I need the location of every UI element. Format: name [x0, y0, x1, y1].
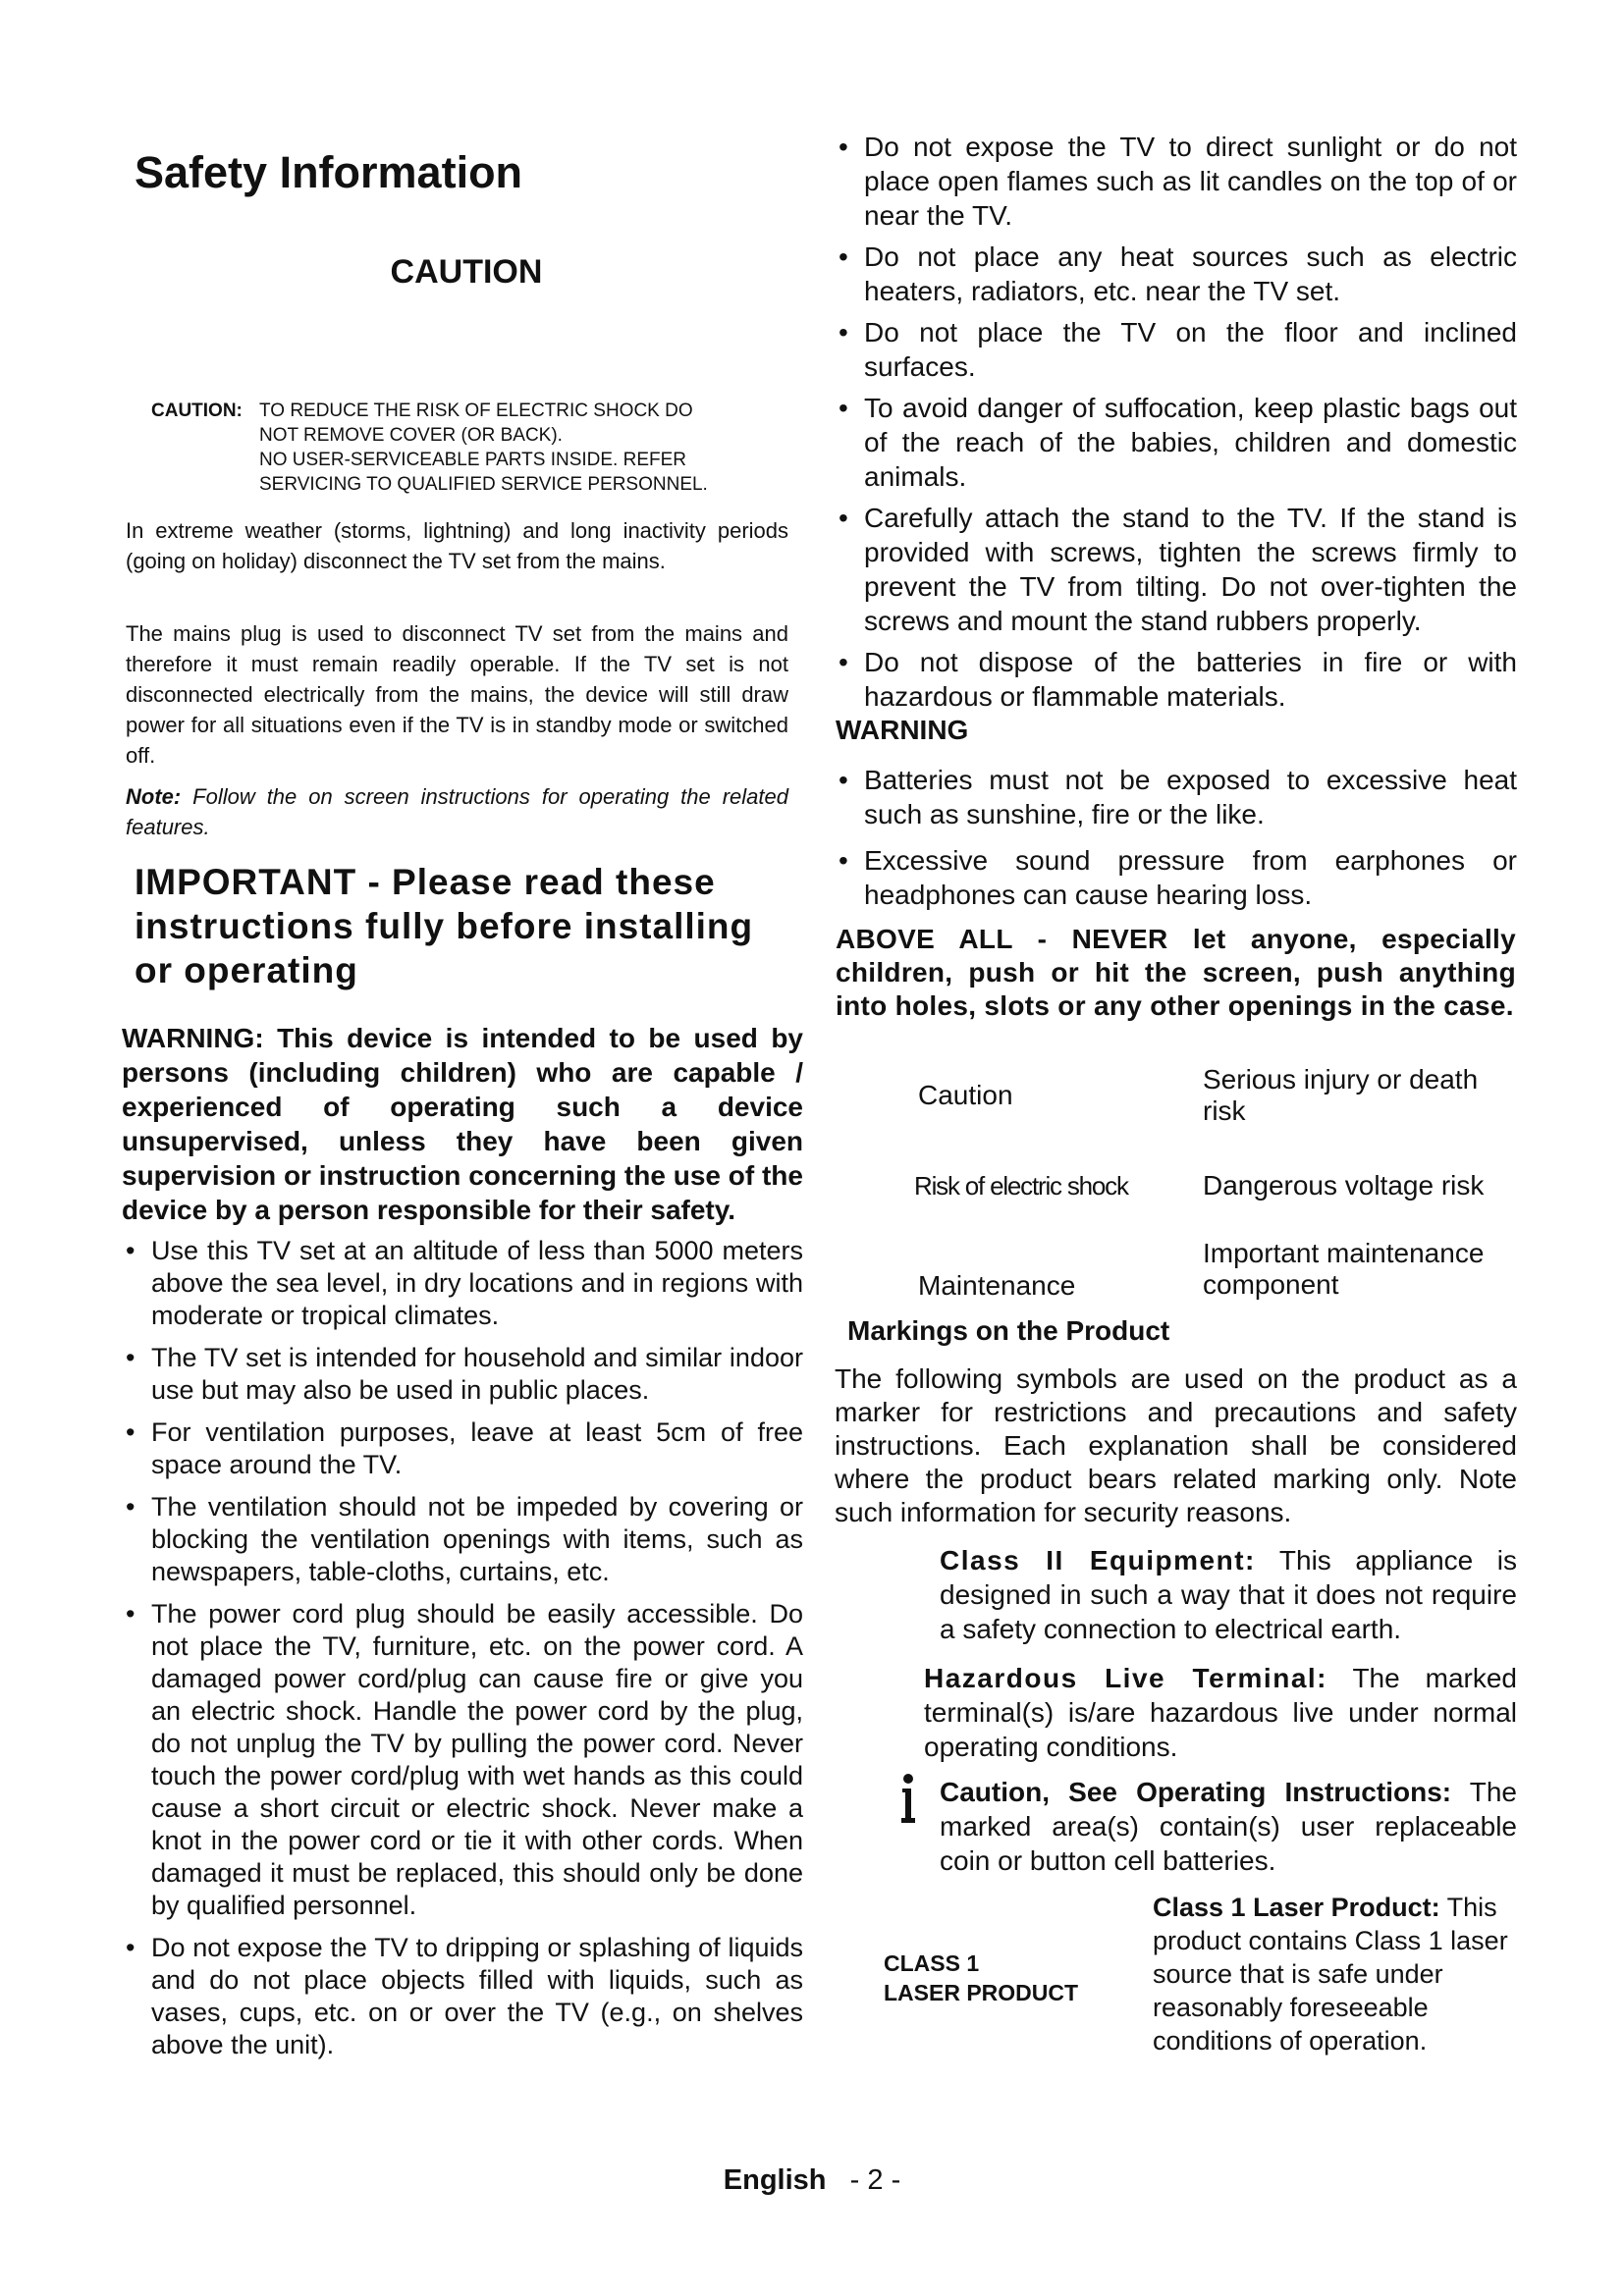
list-item: • For ventilation purposes, leave at least 5cm of free space around the TV.: [126, 1417, 803, 1479]
laser-label: [884, 1949, 1078, 2007]
laser-label-line: LASER PRODUCT: [884, 1980, 1079, 2005]
list-item: • Excessive sound pressure from earphones or headphones can cause hearing loss.: [839, 845, 1517, 910]
above-all-warning: ABOVE ALL - NEVER let anyone, especially children, push or hit the screen, push anything into holes, slots or any other openings in the case.: [836, 924, 1516, 1021]
caution-see-entry: [940, 1775, 1517, 1878]
list-item: • Do not place the TV on the floor and inclined surfaces.: [839, 317, 1517, 382]
list-item: • Do not place any heat sources such as electric heaters, radiators, etc. near the TV set.: [839, 241, 1517, 306]
class2-entry: [940, 1543, 1517, 1646]
list-item: • The TV set is intended for household and similar indoor use but may also be used in public places.: [126, 1343, 803, 1405]
caution-line: TO REDUCE THE RISK OF ELECTRIC SHOCK DO: [259, 400, 693, 421]
info-icon: [901, 1773, 915, 1824]
list-item: • The ventilation should not be impeded by covering or blocking the ventilation openings with items, such as newspapers, table-cloths, curtains, etc.: [126, 1492, 803, 1586]
laser-text: This product contains Class 1 laser source that is safe under reasonably foreseeable conditions of operation.: [1153, 1893, 1508, 2056]
warning-heading: WARNING: [836, 715, 969, 745]
symbol-name: Caution: [918, 1080, 1013, 1110]
warning-bullet-list: [833, 763, 1517, 919]
note-text: Follow the on screen instructions for operating the related features.: [126, 784, 788, 839]
caution-see-text: The marked area(s) contain(s) user replaceable coin or button cell batteries.: [940, 1777, 1517, 1876]
warning-intro: WARNING: This device is intended to be used by persons (including children) who are capable / experienced of operating such a device unsupervised, unless they have been given supervision or instruction concerning the use of the device by a person responsible for their safety.: [122, 1023, 803, 1225]
class2-title: Class II Equipment:: [940, 1545, 1256, 1575]
markings-intro: The following symbols are used on the product as a marker for restrictions and precautions and safety instructions. Each explanation shall be considered where the product bears related marking only. Note such information for security reasons.: [835, 1363, 1517, 1527]
caution-line: NO USER-SERVICEABLE PARTS INSIDE. REFER: [259, 450, 686, 470]
symbol-name: Risk of electric shock: [914, 1170, 1128, 1201]
list-item: • Use this TV set at an altitude of less than 5000 meters above the sea level, in dry locations and in regions with moderate or tropical climates.: [126, 1236, 803, 1330]
symbol-meaning: Serious injury or death risk: [1203, 1064, 1479, 1126]
laser-entry: [1153, 1891, 1516, 2057]
table-row: [889, 1147, 1517, 1225]
caution-line: NOT REMOVE COVER (OR BACK).: [259, 425, 563, 446]
right-bullet-list: [833, 130, 1517, 721]
table-row: [889, 1225, 1517, 1313]
page-footer: [0, 2164, 1624, 2197]
page-number: - 2 -: [849, 2164, 901, 2196]
left-bullet-list: [120, 1235, 803, 2071]
page-title: Safety Information: [135, 147, 523, 197]
caution-notice: [151, 399, 780, 497]
symbol-meaning: Important maintenance component: [1203, 1238, 1485, 1300]
laser-title: Class 1 Laser Product:: [1153, 1893, 1440, 1922]
symbols-table: [889, 1044, 1517, 1313]
note-label: Note:: [126, 784, 182, 809]
class2-text: This appliance is designed in such a way that it does not require a safety connection to electrical earth.: [940, 1545, 1517, 1644]
laser-label-line: CLASS 1: [884, 1950, 980, 1976]
list-item: • Do not expose the TV to direct sunlight or do not place open flames such as lit candles on the top of or near the TV.: [839, 132, 1517, 231]
caution-see-title: Caution, See Operating Instructions:: [940, 1777, 1452, 1807]
caution-heading: CAUTION: [390, 253, 543, 291]
list-item: • The power cord plug should be easily accessible. Do not place the TV, furniture, etc. on the power cord. A damaged power cord/plug can cause fire or give you an electric shock. Handle the power cord by the plug, do not unplug the TV by pulling the power cord. Never touch the power cord/plug with wet hands as this could cause a short circuit or electric shock. Never make a knot in the power cord or tie it with other cords. When damaged it must be replaced, this should only be done by qualified personnel.: [126, 1599, 803, 1920]
hazardous-text: The marked terminal(s) is/are hazardous live under normal operating conditions.: [924, 1663, 1517, 1762]
hazardous-entry: [924, 1661, 1517, 1764]
note-paragraph: [126, 781, 788, 842]
weather-paragraph: In extreme weather (storms, lightning) and long inactivity periods (going on holiday) disconnect the TV set from the mains.: [126, 518, 788, 573]
list-item: • Batteries must not be exposed to excessive heat such as sunshine, fire or the like.: [839, 765, 1517, 829]
mains-paragraph: The mains plug is used to disconnect TV set from the mains and therefore it must remain readily operable. If the TV set is not disconnected electrically from the mains, the device will still draw power for all situations even if the TV is in standby mode or switched off.: [126, 621, 788, 768]
footer-language: English: [723, 2164, 827, 2196]
hazardous-title: Hazardous Live Terminal:: [924, 1663, 1327, 1693]
markings-heading: Markings on the Product: [847, 1315, 1170, 1346]
symbol-name: Maintenance: [918, 1270, 1076, 1301]
list-item: • Do not dispose of the batteries in fire or with hazardous or flammable materials.: [839, 647, 1517, 712]
important-heading: IMPORTANT - Please read these instructions fully before installing or operating: [135, 862, 754, 990]
caution-line: SERVICING TO QUALIFIED SERVICE PERSONNEL.: [259, 474, 708, 495]
list-item: • Carefully attach the stand to the TV. If the stand is provided with screws, tighten the screws firmly to prevent the TV from tilting. Do not over-tighten the screws and mount the stand rubbers properly.: [839, 503, 1517, 636]
list-item: • To avoid danger of suffocation, keep plastic bags out of the reach of the babies, children and domestic animals.: [839, 393, 1517, 492]
list-item: • Do not expose the TV to dripping or splashing of liquids and do not place objects filled with liquids, such as vases, cups, etc. on or over the TV (e.g., on shelves above the unit).: [126, 1933, 803, 2059]
caution-label: CAUTION:: [151, 400, 243, 421]
table-row: [889, 1044, 1517, 1147]
symbol-meaning: Dangerous voltage risk: [1203, 1170, 1485, 1201]
